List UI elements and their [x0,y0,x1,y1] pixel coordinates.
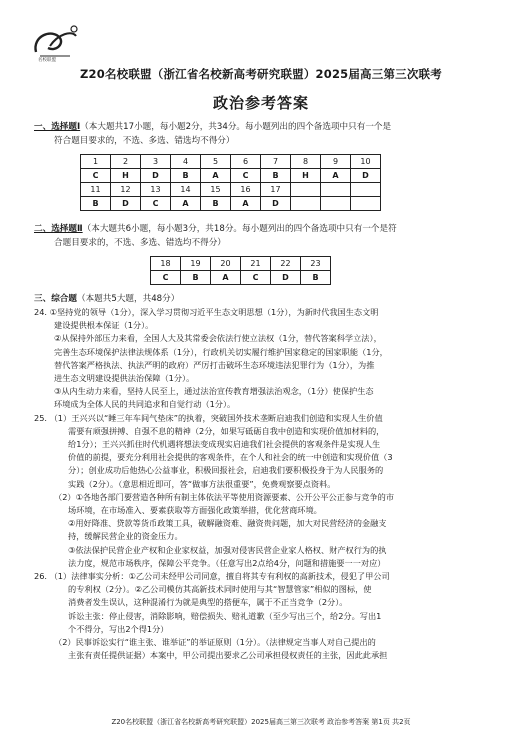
answer-cell: D [111,197,141,211]
answer-cell: D [141,169,171,183]
answer-line: 完善生态环境保护法律法规体系（1分），行政机关切实履行维护国家稳定的国家职能（1分， [54,346,388,357]
answer-line: 需要有顽强拼搏、自强不息的精神（2分，如果写砥砺自我中创造和实现价值加材料的， [68,425,385,436]
answer-cell: D [271,271,301,285]
section2-heading [34,222,397,250]
page-title: 政治参考答案 [212,94,309,112]
answer-cell: B [301,271,331,285]
answer-cell [291,197,321,211]
answer-line: ③依法保护民营企业产权和企业家权益，加强对侵害民营企业家人格权、财产权行为的执 [68,544,387,555]
answer-line: 个不得分，写出2个得1分） [68,623,169,634]
page-footer: Z20名校联盟（浙江省名校新高考研究联盟）2025届高三第三次联考 政治参考答案 第1页 共2页 [111,718,411,726]
question-number-cell [291,183,321,197]
question-number-cell: 20 [211,257,241,271]
question-number-cell: 10 [351,155,381,169]
question-number-cell: 8 [291,155,321,169]
question-number-cell: 3 [141,155,171,169]
section3-body [34,306,504,662]
section2-desc: （本大题共6小题，每小题3分，共18分。每小题列出的四个备选项中只有一个是符 [82,224,397,234]
answer-cell: B [81,197,111,211]
answer-line: ③从内生动力来看，坚持人民至上，通过法治宣传教育增强法治观念，（1分）使保护生态 [54,386,374,397]
answer-line: 26. （1）法律事实分析：①乙公司未经甲公司同意，擅自将其专有利权的高新技术，侵犯了甲公司 [34,571,390,582]
section2-label: 二、选择题Ⅱ [34,224,83,234]
section3-heading [34,292,179,306]
answer-line: 24. ①坚持党的领导（1分），深入学习贯彻习近平生态文明思想（1分），为新时代我国生态文明 [34,307,379,317]
question-number-cell: 22 [271,257,301,271]
answer-cell: B [201,197,231,211]
section2-answer-table [150,256,331,285]
answer-cell: B [261,169,291,183]
answer-line: 法力度，规范市场秩序，保障公平竞争。（任意写出2点给4分，问题和措施要一一对应） [68,557,386,568]
answer-line: 持，缓解民营企业的资金压力。 [68,531,183,542]
answer-line: 价值的前提，要充分利用社会提供的客观条件，在个人和社会的统一中创造和实现价值（3 [68,452,393,463]
answer-cell: H [291,169,321,183]
section3-desc: （本题共5大题，共48分） [76,294,180,304]
answer-line: （2）民事诉讼实行“谁主张、谁举证”的举证原则（1分）。（法律规定当事人对自己提出的 [54,637,376,648]
answer-line: 分）；创业成功后他热心公益事业，积极回报社会，启迪我们要积极投身于为人民服务的 [68,465,384,476]
question-number-cell: 23 [301,257,331,271]
answer-line: 25. （1）王兴兴以“睡三年车间气垫床”的执着，突破国外技术垄断启迪我们创造和实现人生价值 [34,412,383,423]
answer-cell: A [211,271,241,285]
question-number-cell: 7 [261,155,291,169]
question-number-cell: 16 [231,183,261,197]
answer-cell: C [231,169,261,183]
section2-desc2: 合题目要求的，不选、多选、错选均不得分） [54,238,226,248]
answer-line: 给1分）；王兴兴抓住时代机遇将想法变成现实启迪我们社会提供的客观条件是实现人生 [68,439,381,450]
answer-cell: H [111,169,141,183]
question-number-cell: 13 [141,183,171,197]
question-number-cell: 21 [241,257,271,271]
exam-header: Z20名校联盟（浙江省名校新高考研究联盟）2025届高三第三次联考 [80,67,442,81]
question-number-cell: 4 [171,155,201,169]
answer-cell: A [201,169,231,183]
answer-cell: C [81,169,111,183]
section1-answer-table [80,154,381,211]
answer-line: 的专利权（2分）。②乙公司模仿其高新技术同时使用与其“智慧管家”相似的图标，使 [68,584,372,595]
answer-line: 主张有责任提供证据）本案中，甲公司提出要求乙公司承担侵权责任的主张，因此此承担 [68,650,388,661]
answer-cell [321,197,351,211]
answer-line: 消费者发生误认，这种混淆行为就是典型的搭便车，属于不正当竞争（2分）。 [68,597,348,608]
answer-cell: C [141,197,171,211]
section1-desc: （本大题共17小题，每小题2分，共34分。每小题列出的四个备选项中只有一个是 [80,122,392,132]
question-number-cell: 17 [261,183,291,197]
question-number-cell: 1 [81,155,111,169]
section1-desc2: 符合题目要求的，不选、多选、错选均不得分） [54,136,235,146]
question-number-cell: 12 [111,183,141,197]
logo-caption: 名校联盟 [38,58,56,63]
answer-cell: B [181,271,211,285]
answer-cell: D [351,169,381,183]
question-number-cell: 2 [111,155,141,169]
answer-cell: D [261,197,291,211]
question-number-cell [351,183,381,197]
answer-cell: A [171,197,201,211]
question-number-cell: 9 [321,155,351,169]
question-number-cell: 5 [201,155,231,169]
question-number-cell: 15 [201,183,231,197]
answer-line: 诉讼主张：停止侵害，消除影响，赔偿损失、赔礼道歉（至少写出三个，给2分。写出1 [68,610,382,621]
answer-line: 环境成为全体人民的共同追求和自觉行动（1分）。 [54,399,236,410]
answer-line: ②从保持外部压力来看，全国人大及其常委会依法行使立法权（1分，替代答案科学立法）， [54,333,382,344]
answer-cell: A [231,197,261,211]
answer-cell: A [321,169,351,183]
question-number-cell: 18 [151,257,181,271]
answer-line: （2）①各地各部门要营造各种所有制主体依法平等使用资源要素、公开公平公正参与竞争的市 [54,491,395,502]
answer-line: 替代答案严格执法、执法严明的政府）严厉打击破坏生态环境违法犯罪行为（1分），为推 [54,359,375,370]
answer-cell: B [171,169,201,183]
section1-label: 一、选择题Ⅰ [34,122,81,132]
question-number-cell: 6 [231,155,261,169]
question-number-cell [321,183,351,197]
question-number-cell: 19 [181,257,211,271]
answer-cell [351,197,381,211]
section1-heading [34,120,391,148]
question-number-cell: 11 [81,183,111,197]
answer-cell: C [151,271,181,285]
answer-line: 实践（2分）。（意思相近即可，答“做事方法很重要”，免费观察要点资料。 [68,478,336,489]
section3-label: 三、综合题 [34,294,77,304]
answer-line: 建设提供根本保证（1分）。 [54,320,154,331]
question-number-cell: 14 [171,183,201,197]
answer-line: ②用好降准、贷款等货币政策工具，破解融资难、融资贵问题，加大对民营经济的金融支 [68,518,387,529]
answer-line: 进生态文明建设提供法治保障（1分）。 [54,373,195,384]
answer-line: 场环境，在市场准入、要素获取等方面强化政策举措，优化营商环境。 [68,505,322,516]
league-logo-icon [30,22,80,62]
answer-cell: C [241,271,271,285]
